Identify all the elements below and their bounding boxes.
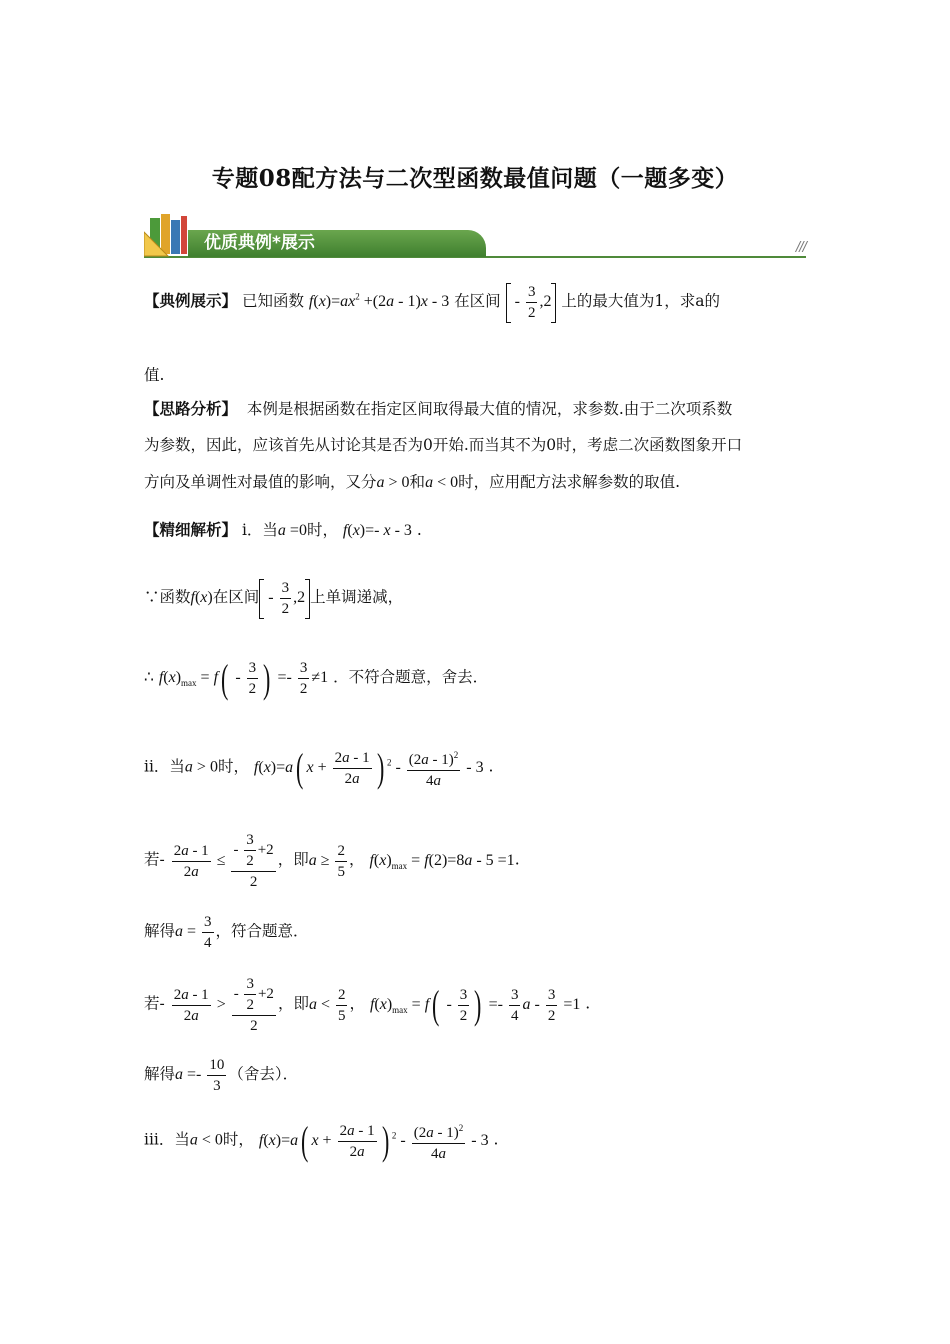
example-interval: - $\frac{3}{2}$ ,2: [506, 293, 557, 310]
solution-line-6: 解得a = $\frac{3}{4}$ ，符合题意．: [144, 914, 309, 951]
solution-text-1a: i．当: [241, 521, 278, 539]
solution-text-7b: ，即: [277, 994, 309, 1013]
solution-line-8: 解得a =- $\frac{10}{3}$ （舍去）．: [144, 1057, 299, 1094]
solution-text-3b: ．不符合题意，舍去．: [333, 668, 489, 687]
banner-tab: [188, 230, 486, 257]
analysis-text-3b: 和: [409, 473, 426, 491]
solution-text-4b: 时，: [217, 757, 249, 776]
solution-text-2a: ∵函数: [144, 588, 191, 607]
analysis-line-2: 为参数，因此，应该首先从讨论其是否为0开始.而当其不为0时，考虑二次函数图象开口: [144, 436, 743, 454]
analysis-text-3a: 方向及单调性对最值的影响，又分: [144, 473, 377, 491]
example-tag: 【典例展示】: [144, 291, 238, 311]
solution-text-5a: 若-: [144, 850, 165, 869]
solution-line-5: 若- $\frac{2a - 1}{2a}$ ≤ - $\frac{3}{2}$ +2 2 ，即a ≥ $\frac{2}{5}$ ， $f(x)_{max} = f(2)=8a - 5 =1$.: [144, 832, 520, 890]
banner-label: 优质典例*展示: [204, 233, 315, 253]
solution-text-3a: ∴: [144, 668, 154, 687]
solution-line-4: ii．当a > 0时， f(x)=a( x + $\frac{2a - 1}{2a}$ ) $^2$ - $\frac{(2a - 1)^2}{4a}$ - 3 .: [144, 745, 494, 790]
section-banner: [144, 212, 806, 260]
analysis-line-1: [144, 401, 732, 418]
solution-text-9a: iii．当: [144, 1130, 190, 1149]
solution-text-2c: 上单调递减，: [310, 588, 404, 607]
solution-text-9b: 时，: [222, 1130, 254, 1149]
solution-text-6b: ，符合题意．: [215, 922, 309, 941]
solution-text-8a: 解得: [144, 1065, 176, 1084]
solution-line-1: 【精细解析】 i．当a =0时， f(x)=- x - 3 .: [144, 520, 422, 539]
solution-line-9: iii．当a < 0时， f(x)=a( x + $\frac{2a - 1}{2a}$ ) $^2$ - $\frac{(2a - 1)^2}{4a}$ - 3 .: [144, 1118, 499, 1163]
example-text-3: 上的最大值为1，求a的: [561, 292, 720, 311]
books-ruler-icon: [144, 212, 194, 258]
example-line-2: 值.: [144, 366, 165, 384]
solution-text-5c: ，: [348, 850, 365, 869]
example-text-1: 已知函数: [241, 292, 304, 311]
banner-slashes: ///: [795, 240, 806, 255]
solution-text-7a: 若-: [144, 994, 165, 1013]
example-text-2: 在区间: [454, 292, 501, 311]
solution-text-6a: 解得: [144, 922, 176, 941]
analysis-line-3: 方向及单调性对最值的影响，又分a > 0和a < 0时，应用配方法求解参数的取值.: [144, 473, 681, 491]
example-line-1: [144, 282, 720, 323]
solution-tag: 【精细解析】: [144, 520, 238, 539]
example-function: $f(x)=ax^2 +(2a - 1)x - 3$: [308, 291, 450, 311]
page-title: 专题08配方法与二次型函数最值问题（一题多变）: [211, 165, 739, 192]
analysis-text-1: 本例是根据函数在指定区间取得最大值的情况，求参数.由于二次项系数: [246, 400, 733, 418]
solution-text-7c: ，: [349, 994, 365, 1013]
solution-text-5b: ，即: [277, 850, 309, 869]
solution-line-3: ∴ $f(x)_{max} = f$( - $\frac{3}{2}$ ) =- $\frac{3}{2}$ ≠1 ．不符合题意，舍去．: [144, 655, 489, 701]
solution-line-2: ∵函数f(x)在区间 - $\frac{3}{2}$ ,2 上单调递减，: [144, 580, 404, 617]
solution-text-1b: 时，: [306, 521, 338, 539]
solution-text-2b: 在区间: [212, 588, 260, 607]
solution-text-4a: ii．当: [144, 757, 185, 776]
solution-line-7: 若- $\frac{2a - 1}{2a}$ > - $\frac{3}{2}$ +2 2 ，即a < $\frac{2}{5}$ ， $f(x)_{max} = f$( - $\frac{3}{2}$ ) =- $\frac{3}{4}$ a - $\frac{3}{2}$ =1 .: [144, 976, 591, 1034]
analysis-text-3c: 时，应用配方法求解参数的取值.: [458, 473, 681, 491]
solution-text-8b: （舍去）．: [228, 1065, 299, 1084]
analysis-tag: 【思路分析】: [144, 399, 238, 418]
